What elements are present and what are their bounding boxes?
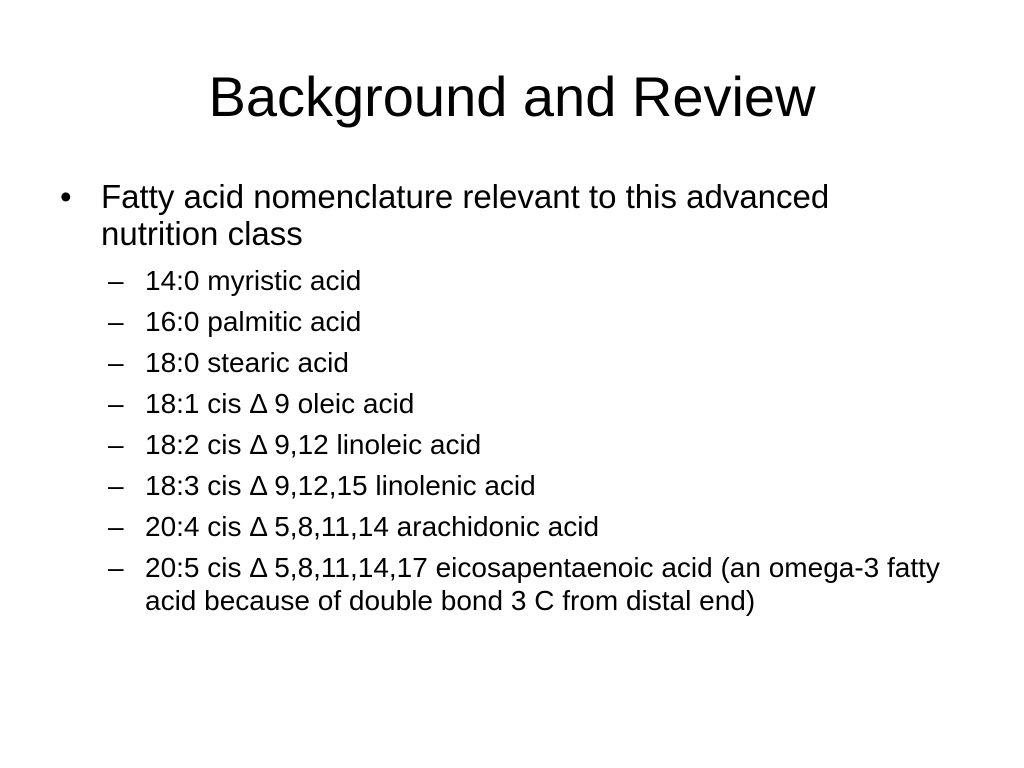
sub-bullet-item: [108, 305, 958, 338]
sub-bullet-marker: –: [108, 552, 124, 583]
sub-bullet-marker: –: [108, 511, 124, 542]
sub-bullet-text: 18:2 cis Δ 9,12 linoleic acid: [145, 429, 482, 460]
bullet-text: Fatty acid nomenclature relevant to this advanced nutrition class: [101, 178, 830, 252]
sub-bullet-marker: –: [108, 265, 124, 296]
sub-bullet-marker: –: [108, 429, 124, 460]
sub-bullet-item: [108, 346, 958, 379]
sub-bullet-item: [108, 428, 958, 461]
sub-bullet-list: [108, 264, 958, 625]
sub-bullet-marker: –: [108, 470, 124, 501]
sub-bullet-text: 20:4 cis Δ 5,8,11,14 arachidonic acid: [145, 511, 600, 542]
sub-bullet-text: 20:5 cis Δ 5,8,11,14,17 eicosapentaenoic acid (an omega-3 fatty acid because of double bond 3 C from distal end): [145, 552, 940, 616]
bullet-marker: •: [60, 178, 72, 215]
sub-bullet-marker: –: [108, 347, 124, 378]
sub-bullet-marker: –: [108, 388, 124, 419]
sub-bullet-item: [108, 510, 958, 543]
sub-bullet-text: 14:0 myristic acid: [145, 265, 362, 296]
bullet-item: [60, 178, 940, 252]
sub-bullet-item: [108, 551, 958, 617]
sub-bullet-text: 18:0 stearic acid: [145, 347, 349, 378]
sub-bullet-item: [108, 469, 958, 502]
sub-bullet-text: 18:1 cis Δ 9 oleic acid: [145, 388, 415, 419]
sub-bullet-marker: –: [108, 306, 124, 337]
sub-bullet-text: 16:0 palmitic acid: [145, 306, 362, 337]
sub-bullet-item: [108, 264, 958, 297]
sub-bullet-item: [108, 387, 958, 420]
slide-title: Background and Review: [208, 65, 816, 128]
sub-bullet-text: 18:3 cis Δ 9,12,15 linolenic acid: [145, 470, 536, 501]
